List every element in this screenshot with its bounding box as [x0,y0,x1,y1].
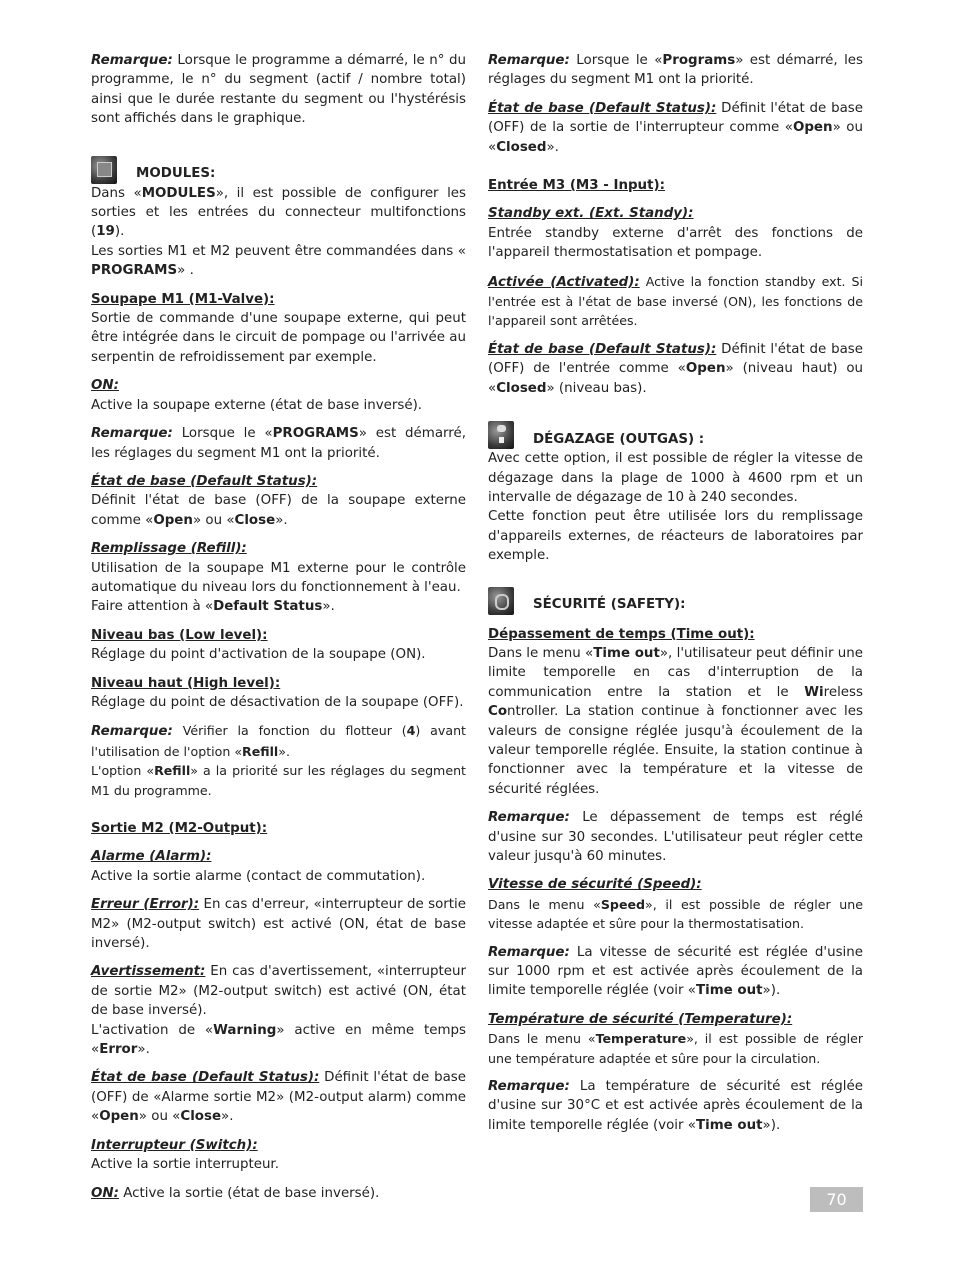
safety-icon [488,587,514,615]
default-status-heading: État de base (Default Status): [91,473,318,489]
m1-valve-heading: Soupape M1 (M1-Valve): [91,291,275,307]
modules-programs-note: Les sorties M1 et M2 peuvent être commandées dans « PROGRAMS» . [91,243,466,279]
alarm-heading: Alarme (Alarm): [91,849,212,865]
outgas-icon [488,421,514,449]
error-text: Erreur (Error): En cas d'erreur, «interrupteur de sortie M2» (M2-output switch) est activé (ON, état de base inversé). [91,897,466,952]
outgas-title: DÉGAZAGE (OUTGAS) : [533,431,705,447]
page-number: 70 [810,1187,863,1212]
default-status-switch: État de base (Default Status): Définit l'état de base (OFF) de la sortie de l'interrupteur comme «Open» ou «Closed». [488,100,863,155]
warning-text: Avertissement: En cas d'avertissement, «interrupteur de sortie M2» (M2-output switch) est activé (ON, état de base inversé). [91,964,466,1019]
modules-title: MODULES: [136,166,216,182]
alarm-text: Active la sortie alarme (contact de commutation). [91,868,426,884]
default-status-input: État de base (Default Status): Définit l'état de base (OFF) de l'entrée comme «Open» (niveau haut) ou «Closed» (niveau bas). [488,341,864,396]
warning-note: L'activation de «Warning» active en même temps «Error». [91,1022,466,1058]
outgas-text-2: Cette fonction peut être utilisée lors du remplissage d'appareils externes, de réacteurs de laboratoires par exemple. [488,509,863,564]
low-level-text: Réglage du point d'activation de la soupape (ON). [91,647,426,663]
remark-programs-started: Remarque: Lorsque le «Programs» est démarré, les réglages du segment M1 ont la priorité. [488,53,863,88]
m1-valve-text: Sortie de commande d'une soupape externe, qui peut être intégrée dans le circuit de pompage ou l'arrivée au serpentin de refroidissement par exemple. [91,311,466,365]
high-level-heading: Niveau haut (High level): [91,675,281,691]
safety-header [488,587,863,615]
temperature-text: Dans le menu «Temperature», il est possible de régler une température adaptée et sûre pour la circulation. [488,1031,864,1066]
on-heading: ON: [91,378,119,394]
temperature-heading: Température de sécurité (Temperature): [488,1011,793,1027]
remark-speed: Remarque: La vitesse de sécurité est réglée d'usine sur 1000 rpm et est activée après écoulement de la limite temporelle réglée (voir «Time out»). [488,944,863,999]
standby-heading: Standby ext. (Ext. Standy): [488,206,694,222]
default-status-text: Définit l'état de base (OFF) de la soupape externe comme «Open» ou «Close». [91,493,466,528]
remark-temperature: Remarque: La température de sécurité est réglée d'usine sur 30°C et est activée après écoulement de la limite temporelle réglée (voir «Time out»). [488,1079,863,1133]
activated-text: Activée (Activated): Active la fonction standby ext. Si l'entrée est à l'état de base inversé (ON), les fonctions de l'appareil sont arrêtées. [488,273,863,329]
modules-header [91,156,466,184]
switch-heading: Interrupteur (Switch): [91,1137,258,1153]
low-level-heading: Niveau bas (Low level): [91,627,268,643]
standby-text: Entrée standby externe d'arrêt des fonctions de l'appareil thermostatisation et pompage. [488,225,863,261]
refill-text: Utilisation de la soupape M1 externe pour le contrôle automatique du niveau lors du fonctionnement à l'eau. [91,560,466,595]
switch-text: Active la sortie interrupteur. [91,1157,279,1173]
speed-heading: Vitesse de sécurité (Speed): [488,877,702,893]
outgas-header [488,421,863,449]
remark-timeout: Remarque: Le dépassement de temps est réglé d'usine sur 30 secondes. L'utilisateur peut régler cette valeur jusqu'à 60 minutes. [488,810,863,864]
m2-output-heading: Sortie M2 (M2-Output): [91,821,268,836]
timeout-text: Dans le menu «Time out», l'utilisateur peut définir une limite temporelle en cas d'interruption de la communication entre la station et le Wireless Controller. La station continue à fonctionner avec les valeurs de consigne réglée jusqu'à écoulement de la valeur temporelle réglée. Ensuite, la station continue à fonctionner avec la température et la vitesse de sécurité réglées. [488,645,863,797]
remark-program-started: Remarque: Lorsque le programme a démarré, le n° du programme, le n° du segment (actif / nombre total) ainsi que le durée restante du segment ou l'hystérésis sont affichés dans le graphique. [91,53,466,127]
speed-text: Dans le menu «Speed», il est possible de régler une vitesse adaptée et sûre pour la thermostatisation. [488,896,863,932]
m3-input-heading: Entrée M3 (M3 - Input): [488,178,665,194]
right-column [488,51,863,1144]
refill-heading: Remplissage (Refill): [91,541,247,557]
modules-icon [91,156,117,184]
remark-float: Remarque: Vérifier la fonction du flotteur (4) avant l'utilisation de l'option «Refill». [91,723,466,759]
on-switch-text: ON: Active la sortie (état de base inversé). [91,1185,380,1201]
safety-title: SÉCURITÉ (SAFETY): [533,597,686,613]
refill-note: Faire attention à «Default Status». [91,599,335,615]
remark-programs-m1: Remarque: Lorsque le «PROGRAMS» est démarré, les réglages du segment M1 ont la priorité. [91,426,466,461]
default-status-m2: État de base (Default Status): Définit l'état de base (OFF) de «Alarme sortie M2» (M2-output alarm) comme «Open» ou «Close». [91,1070,466,1125]
modules-intro: Dans «MODULES», il est possible de configurer les sorties et les entrées du connecteur multifonctions (19). [91,185,467,240]
remark-refill-priority: L'option «Refill» a la priorité sur les réglages du segment M1 du programme. [91,763,466,798]
timeout-heading: Dépassement de temps (Time out): [488,626,755,642]
on-text: Active la soupape externe (état de base inversé). [91,397,423,413]
high-level-text: Réglage du point de désactivation de la soupape (OFF). [91,694,464,710]
left-column [91,51,466,1212]
outgas-text: Avec cette option, il est possible de régler la vitesse de dégazage dans la plage de 1000 à 4600 rpm et un intervalle de dégazage de 10 à 240 secondes. [488,451,863,505]
